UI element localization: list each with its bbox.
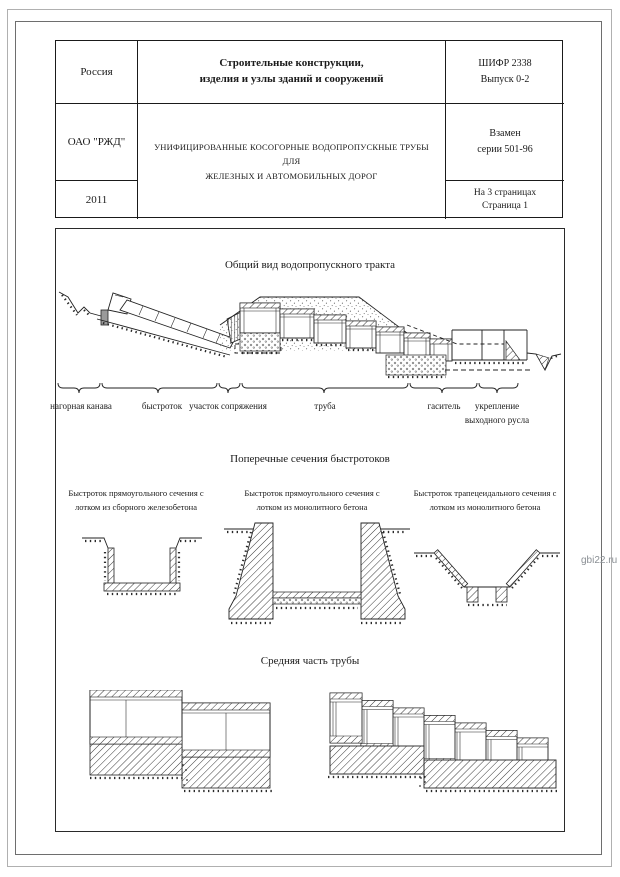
country-label: Россия (80, 66, 113, 78)
label-outlet-strengthening: укрепление выходного русла (464, 401, 530, 425)
middle-part-short-sections-drawing (328, 690, 560, 796)
header-cell-year (56, 181, 138, 219)
cross-section-monolithic-rect-drawing (222, 520, 412, 638)
pages-line1: На 3 страницах (473, 188, 537, 199)
header-cell-category (138, 41, 446, 104)
header-cell-pages (446, 181, 564, 219)
series-title-line1: УНИФИЦИРОВАННЫЕ КОСОГОРНЫЕ ВОДОПРОПУСКНЫЕ ТРУБЫ ДЛЯ (154, 142, 429, 167)
organization-label: ОАО "РЖД" (67, 136, 126, 148)
category-line1: Строительные конструкции, (219, 57, 364, 70)
cross-section-trapezoid-drawing (412, 542, 562, 617)
code-line1: ШИФР 2338 (478, 58, 532, 69)
header-cell-replaces (446, 104, 564, 181)
header-cell-series-title (138, 104, 446, 219)
general-view-drawing (57, 283, 563, 397)
middle-part-title: Средняя часть трубы (260, 655, 360, 667)
header-cell-organization (56, 104, 138, 181)
cross-sections-title: Поперечные сечения быстротоков (230, 453, 390, 465)
section-braces (58, 383, 518, 393)
year-label: 2011 (85, 194, 108, 206)
caption-monolithic-rect-chute: Быстроток прямоугольного сечения с лотком из монолитного бетона (244, 488, 380, 513)
header-table (55, 40, 563, 218)
header-cell-code (446, 41, 564, 104)
middle-part-long-sections-drawing (88, 690, 278, 794)
label-junction-section: участок сопряжения (189, 401, 267, 411)
caption-precast-rect-chute: Быстроток прямоугольного сечения с лотком из сборного железобетона (68, 488, 204, 513)
replaces-line2: серии 501-96 (477, 144, 533, 155)
label-chute: быстроток (141, 401, 183, 411)
cross-section-precast-drawing (80, 524, 205, 606)
label-uphill-ditch: нагорная канава (50, 401, 112, 411)
watermark-text: gbi22.ru (581, 555, 618, 566)
label-energy-dissipator: гаситель (427, 401, 461, 411)
replaces-line1: Взамен (489, 128, 521, 139)
caption-monolithic-trapezoid-chute: Быстроток трапецеидального сечения с лотком из монолитного бетона (413, 488, 557, 513)
pages-line2: Страница 1 (481, 201, 529, 211)
series-title-line2: ЖЕЛЕЗНЫХ И АВТОМОБИЛЬНЫХ ДОРОГ (205, 170, 378, 181)
category-line2: изделия и узлы зданий и сооружений (199, 73, 384, 85)
label-pipe: труба (314, 401, 336, 411)
header-cell-country (56, 41, 138, 104)
code-line2: Выпуск 0-2 (480, 74, 530, 85)
general-view-title: Общий вид водопропускного тракта (224, 259, 396, 271)
